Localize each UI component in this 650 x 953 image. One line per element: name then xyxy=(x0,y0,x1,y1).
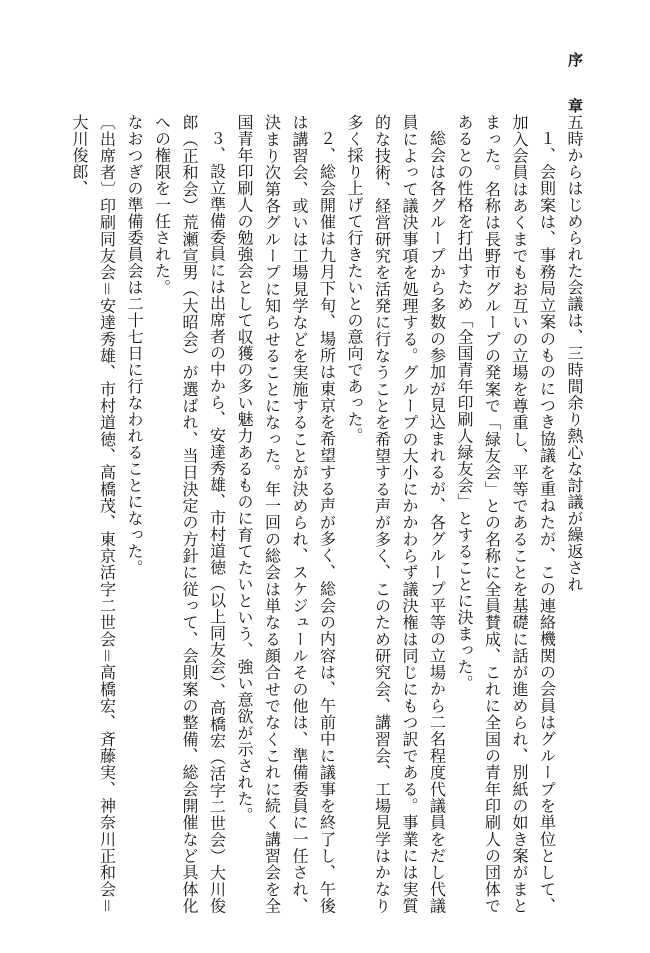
paragraph-item-1: １、会則案は、事務局立案のものにつき協議を重ねたが、この連絡機関の会員はグループを単位として、加入会員はあくまでもお互いの立場を尊重し、平等であることを基礎に話が進められ、別紙の如き案がまとまった。名称は長野市グループの発案で「緑友会」との名称に全員賛成、これに全国の青年印刷人の団体であるとの性格を打出すため「全国青年印刷人緑友会」とすることに決まった。 xyxy=(455,114,557,915)
paragraph-item-2: ２、総会開催は九月下旬、場所は東京を希望する声が多く、総会の内容は、午前中に議事を終了し、午後は講習会、或いは工場見学などを実施することが決められ、スケジュールその他は、準備委員に一任され、決まり次第各グループに知らせることになった。年一回の総会は単なる顔合せでなくこれに続く講習会を全国青年印刷人の勉強会として収獲の多い魅力あるものに育てたいという、強い意欲が示された。 xyxy=(235,114,337,915)
paragraph-opening: 五時からはじめられた会議は、三時間余り熱心な討議が繰返され xyxy=(565,114,584,593)
running-header: 序 章 xyxy=(566,52,584,121)
paragraph-item-3: ３、設立準備委員には出席者の中から、安達秀雄、市村道徳（以上同友会）、高橋宏（活字二世会）大川俊郎（正和会）荒瀬宣男（大昭会）が選ばれ、当日決定の方針に従って、会則案の整備、総会開催など具体化への権限を一任された。 xyxy=(152,114,227,914)
paragraph-general-meeting: 総会は各グループから多数の参加が見込まれるが、各グループ平等の立場から二名程度代議員をだし代議員によって議決事項を処理する。グループの大小にかかわらず議決権は同じにもつ訳である。事業には実質的な技術、経営研究を活発に行なうことを希望する声が多く、このため研究会、講習会、工場見学はかなり多く採り上げて行きたいとの意向であった。 xyxy=(345,114,447,915)
paragraph-attendees: 〔出席者〕印刷同友会＝安達秀雄、市村道徳、高橋茂、東京活字二世会＝高橋宏、斉藤実、神奈川正和会＝大川俊郎、 xyxy=(70,114,117,915)
paragraph-next-meeting: なおつぎの準備委員会は二十七日に行なわれることになった。 xyxy=(125,114,144,576)
vertical-body-text xyxy=(48,114,588,914)
